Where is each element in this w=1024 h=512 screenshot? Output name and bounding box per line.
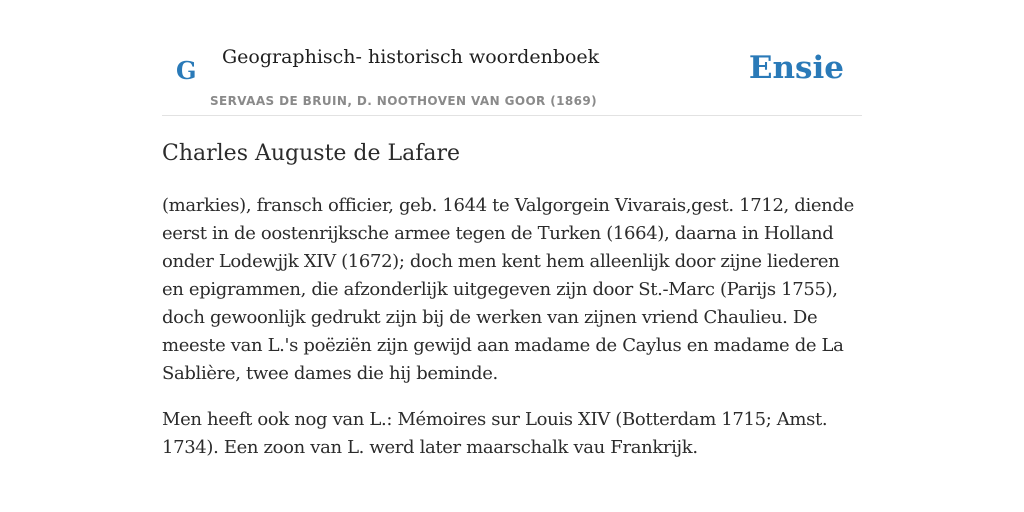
book-letter-icon[interactable]: G	[176, 56, 197, 85]
entry-content	[162, 138, 862, 480]
entry-body	[162, 192, 862, 462]
entry-paragraph: Men heeft ook nog van L.: Mémoires sur Louis XIV (Botterdam 1715; Amst. 1734). Een zoon van L. werd later maarschalk vau Frankrijk.	[162, 409, 828, 458]
entry-paragraph: (markies), fransch officier, geb. 1644 te Valgorgein Vivarais,gest. 1712, diende eerst in de oostenrijksche armee tegen de Turken (1664), daarna in Holland onder Lodewjjk XIV (1672); doch men kent hem alleenlijk door zijne liederen en epigrammen, die afzonderlijk uitgegeven zijn door St.-Marc (Parijs 1755), doch gewoonlijk gedrukt zijn bij de werken van zijnen vriend Chaulieu. De meeste van L.'s poëziën zijn gewijd aan madame de Caylus en madame de La Sablière, twee dames die hij beminde.	[162, 195, 854, 384]
ensie-logo[interactable]: Ensie	[748, 50, 844, 86]
book-authors: SERVAAS DE BRUIN, D. NOOTHOVEN VAN GOOR (1869)	[210, 94, 598, 108]
page-header	[162, 40, 862, 116]
book-title-link[interactable]: Geographisch- historisch woordenboek	[222, 46, 600, 68]
entry-title: Charles Auguste de Lafare	[162, 141, 461, 166]
